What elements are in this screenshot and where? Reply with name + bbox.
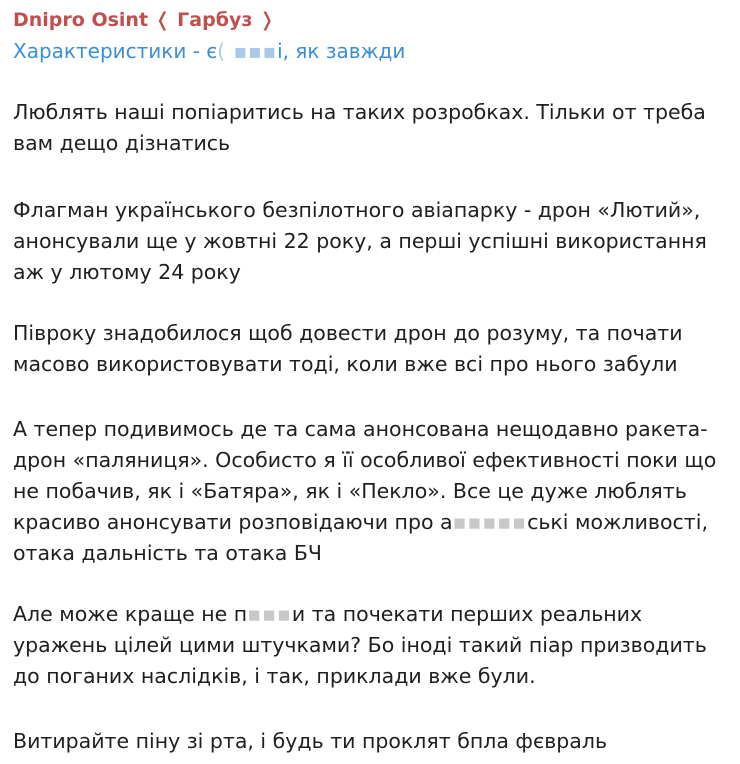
- text-line-partial: [13, 507, 716, 538]
- sender-name[interactable]: Dnipro Osint ❬ Гарбуз ❭: [13, 9, 275, 31]
- text-line: аж у лютому 24 року: [13, 260, 241, 284]
- text-line: анонсували ще у жовтні 22 року, а перші успішні використання: [13, 229, 707, 253]
- text-line: дрон «паляниця». Особисто я її особливої ефективності поки що: [13, 448, 717, 472]
- message-paragraph-5: [13, 599, 707, 692]
- message-paragraph-3: [13, 318, 683, 380]
- text-start: красиво анонсувати розповідаючи про а: [13, 510, 453, 534]
- text-start: Але може краще не п: [13, 602, 248, 626]
- message-paragraph-6: [13, 726, 607, 757]
- text-line-partial: [13, 599, 707, 630]
- text-obscured: ▪▪▪: [247, 602, 292, 626]
- text-line: Флагман українського безпілотного авіапарку - дрон «Лютий»,: [13, 198, 701, 222]
- reply-quote[interactable]: [13, 38, 405, 64]
- reply-text-start: Характеристики - є: [13, 39, 218, 63]
- text-line: Півроку знадобилося щоб довести дрон до розуму, та почати: [13, 321, 683, 345]
- text-line: отака дальність та отака БЧ: [13, 541, 322, 565]
- text-line: вам дещо дізнатись: [13, 131, 231, 155]
- text-line: Витирайте піну зі рта, і будь ти проклят бпла фєвраль: [13, 729, 608, 753]
- reply-text-end: і, як завжди: [277, 39, 406, 63]
- text-end: ські можливості,: [527, 510, 708, 534]
- text-line: А тепер подивимось де та сама анонсована нещодавно ракета-: [13, 417, 708, 441]
- text-line: Люблять наші попіаритись на таких розробках. Тільки от треба: [13, 100, 706, 124]
- text-line: до поганих наслідків, і так, приклади вже були.: [13, 664, 536, 688]
- text-end: и та почекати перших реальних: [291, 602, 643, 626]
- reply-text-obscured: ( ▪▪▪: [217, 39, 278, 63]
- text-obscured: ▪▪▪▪▪: [452, 510, 528, 534]
- text-line: масово використовувати тоді, коли вже всі про нього забули: [13, 352, 678, 376]
- text-line: не побачив, як і «Батяра», як і «Пекло». Все це дуже люблять: [13, 479, 687, 503]
- message-paragraph-2: [13, 195, 707, 288]
- text-line: уражень цілей цими штучками? Бо іноді такий піар призводить: [13, 633, 707, 657]
- message-paragraph-1: [13, 97, 706, 159]
- message-paragraph-4: [13, 414, 716, 569]
